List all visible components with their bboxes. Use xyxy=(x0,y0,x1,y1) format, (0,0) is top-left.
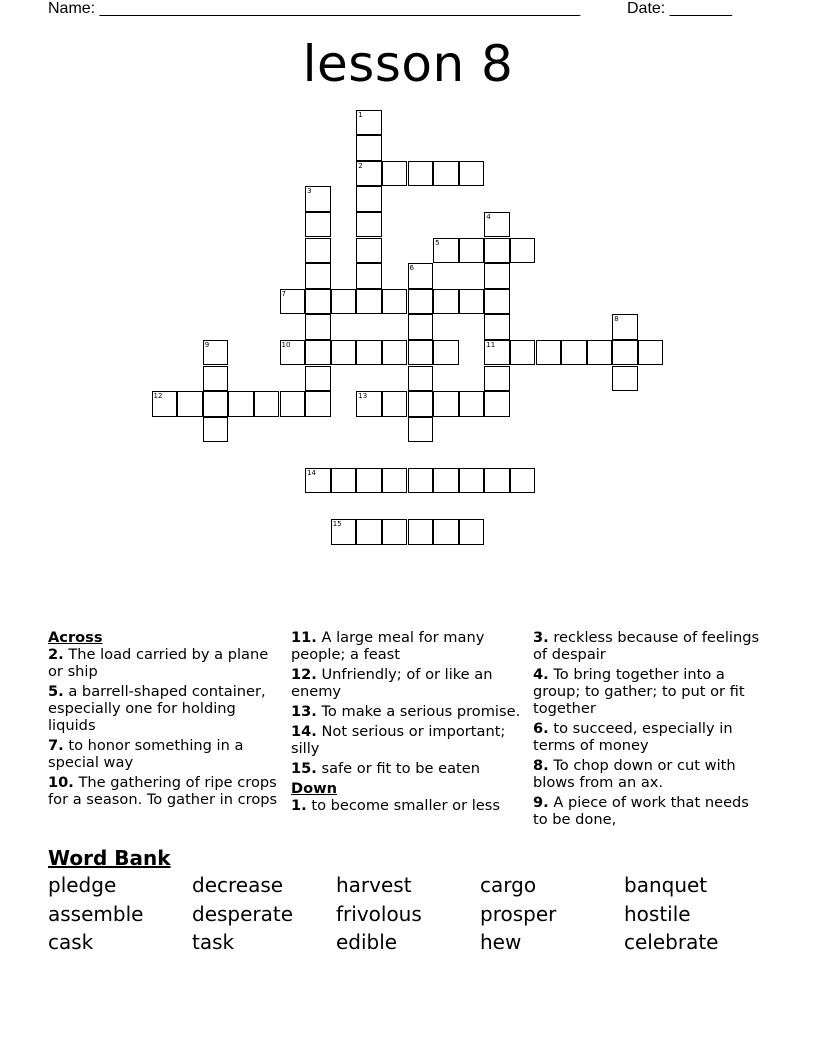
crossword-cell[interactable] xyxy=(612,314,638,340)
clue-text: To make a serious promise. xyxy=(321,703,521,720)
word-bank-word: banquet xyxy=(624,873,708,897)
clue-number-label: 3 xyxy=(307,187,312,196)
clue-number-label: 11 xyxy=(486,340,496,349)
crossword-cell[interactable] xyxy=(305,212,331,238)
crossword-cell[interactable] xyxy=(382,468,408,494)
crossword-cell[interactable] xyxy=(203,391,229,417)
word-bank-word: assemble xyxy=(48,902,144,926)
clue-down-1 xyxy=(291,797,523,814)
crossword-cell[interactable] xyxy=(408,314,434,340)
crossword-cell[interactable] xyxy=(408,340,434,366)
crossword-cell[interactable] xyxy=(459,468,485,494)
clue-text: A large meal for many people; a feast xyxy=(291,629,485,663)
crossword-cell[interactable] xyxy=(305,238,331,264)
clue-number: 1. xyxy=(291,797,307,814)
crossword-cell[interactable] xyxy=(228,391,254,417)
crossword-cell[interactable] xyxy=(459,161,485,187)
crossword-cell[interactable] xyxy=(638,340,664,366)
clue-text: a barrell-shaped container, especially one for holding liquids xyxy=(48,683,266,734)
crossword-cell[interactable] xyxy=(152,391,178,417)
crossword-cell[interactable] xyxy=(356,110,382,136)
crossword-cell[interactable] xyxy=(612,340,638,366)
crossword-cell[interactable] xyxy=(433,391,459,417)
crossword-cell[interactable] xyxy=(484,314,510,340)
clue-number-label: 7 xyxy=(281,289,286,298)
crossword-cell[interactable] xyxy=(536,340,562,366)
crossword-cell[interactable] xyxy=(587,340,613,366)
word-bank-title: Word Bank xyxy=(48,846,171,870)
clue-number: 14. xyxy=(291,723,317,740)
crossword-cell[interactable] xyxy=(331,519,357,545)
clue-number-label: 4 xyxy=(486,212,491,221)
clue-text: safe or fit to be eaten xyxy=(321,760,480,777)
clue-number: 15. xyxy=(291,760,317,777)
crossword-cell[interactable] xyxy=(484,366,510,392)
crossword-cell[interactable] xyxy=(484,212,510,238)
clue-number-label: 13 xyxy=(358,392,368,401)
word-bank-word: frivolous xyxy=(336,902,422,926)
crossword-cell[interactable] xyxy=(612,366,638,392)
word-bank-word: cask xyxy=(48,930,94,954)
crossword-cell[interactable] xyxy=(356,519,382,545)
word-bank-word: hew xyxy=(480,930,522,954)
clue-number-label: 12 xyxy=(153,392,163,401)
crossword-cell[interactable] xyxy=(433,519,459,545)
crossword-cell[interactable] xyxy=(433,238,459,264)
crossword-cell[interactable] xyxy=(382,391,408,417)
clue-across-10 xyxy=(48,774,280,808)
crossword-cell[interactable] xyxy=(408,289,434,315)
crossword-cell[interactable] xyxy=(305,289,331,315)
word-bank-word: harvest xyxy=(336,873,412,897)
crossword-cell[interactable] xyxy=(356,135,382,161)
crossword-cell[interactable] xyxy=(382,519,408,545)
clue-number-label: 6 xyxy=(409,264,414,273)
crossword-cell[interactable] xyxy=(305,314,331,340)
crossword-cell[interactable] xyxy=(305,391,331,417)
word-bank-word: task xyxy=(192,930,235,954)
crossword-cell[interactable] xyxy=(408,263,434,289)
clue-number: 11. xyxy=(291,629,317,646)
crossword-cell[interactable] xyxy=(484,263,510,289)
crossword-cell[interactable] xyxy=(305,263,331,289)
crossword-cell[interactable] xyxy=(331,289,357,315)
clue-number-label: 2 xyxy=(358,161,363,170)
clue-text: A piece of work that needs to be done, xyxy=(533,794,749,828)
crossword-cell[interactable] xyxy=(203,340,229,366)
crossword-cell[interactable] xyxy=(356,391,382,417)
word-bank-word: hostile xyxy=(624,902,691,926)
crossword-cell[interactable] xyxy=(280,289,306,315)
crossword-cell[interactable] xyxy=(331,468,357,494)
crossword-cell[interactable] xyxy=(459,289,485,315)
clue-across-12 xyxy=(291,666,523,700)
word-bank-word: pledge xyxy=(48,873,117,897)
crossword-cell[interactable] xyxy=(510,238,536,264)
word-bank-word: desperate xyxy=(192,902,294,926)
crossword-cell[interactable] xyxy=(433,340,459,366)
clue-number: 9. xyxy=(533,794,549,811)
clue-text: Not serious or important; silly xyxy=(291,723,506,757)
crossword-cell[interactable] xyxy=(356,289,382,315)
clue-number: 2. xyxy=(48,646,64,663)
crossword-cell[interactable] xyxy=(433,161,459,187)
clue-number: 3. xyxy=(533,629,549,646)
clue-number-label: 9 xyxy=(204,340,210,349)
clue-across-14 xyxy=(291,723,523,757)
clue-across-7 xyxy=(48,737,280,771)
crossword-cell[interactable] xyxy=(356,238,382,264)
clue-text: To bring together into a group; to gather; to put or fit together xyxy=(533,666,745,717)
clue-number: 12. xyxy=(291,666,317,683)
crossword-cell[interactable] xyxy=(382,289,408,315)
crossword-cell[interactable] xyxy=(305,468,331,494)
word-bank-word: celebrate xyxy=(624,930,719,954)
date-field-label: Date: _______ xyxy=(627,0,732,17)
crossword-cell[interactable] xyxy=(305,366,331,392)
crossword-cell[interactable] xyxy=(484,468,510,494)
crossword-cell[interactable] xyxy=(356,263,382,289)
crossword-cell[interactable] xyxy=(280,391,306,417)
word-bank-word: edible xyxy=(336,930,398,954)
clue-column-1 xyxy=(48,629,280,811)
clue-text: to honor something in a special way xyxy=(48,737,244,771)
word-bank-word: decrease xyxy=(192,873,284,897)
crossword-cell[interactable] xyxy=(254,391,280,417)
crossword-cell[interactable] xyxy=(408,391,434,417)
clue-number-label: 15 xyxy=(332,520,342,529)
clue-across-11 xyxy=(291,629,523,663)
clue-column-2 xyxy=(291,629,523,817)
crossword-cell[interactable] xyxy=(203,366,229,392)
word-bank-word: prosper xyxy=(480,902,557,926)
crossword-cell[interactable] xyxy=(408,519,434,545)
crossword-cell[interactable] xyxy=(382,340,408,366)
clue-down-9 xyxy=(533,794,765,828)
page-title: lesson 8 xyxy=(302,35,514,93)
clue-across-13 xyxy=(291,703,523,720)
crossword-cell[interactable] xyxy=(484,238,510,264)
crossword-cell[interactable] xyxy=(561,340,587,366)
crossword-cell[interactable] xyxy=(356,340,382,366)
clue-down-3 xyxy=(533,629,765,663)
clue-across-2 xyxy=(48,646,280,680)
clue-across-5 xyxy=(48,683,280,734)
clue-down-4 xyxy=(533,666,765,717)
crossword-cell[interactable] xyxy=(408,366,434,392)
crossword-cell[interactable] xyxy=(510,340,536,366)
name-field-label: Name: ______________________________________________________ xyxy=(48,0,581,17)
clue-number: 7. xyxy=(48,737,64,754)
clue-number-label: 14 xyxy=(307,468,317,477)
crossword-cell[interactable] xyxy=(459,391,485,417)
crossword-cell[interactable] xyxy=(484,289,510,315)
clue-down-6 xyxy=(533,720,765,754)
crossword-cell[interactable] xyxy=(484,340,510,366)
clue-number: 4. xyxy=(533,666,549,683)
crossword-cell[interactable] xyxy=(459,519,485,545)
crossword-cell[interactable] xyxy=(408,417,434,443)
crossword-cell[interactable] xyxy=(356,212,382,238)
clue-text: to succeed, especially in terms of money xyxy=(533,720,733,754)
clue-text: The gathering of ripe crops for a season. To gather in crops xyxy=(48,774,278,808)
clue-number: 5. xyxy=(48,683,64,700)
crossword-cell[interactable] xyxy=(305,186,331,212)
crossword-cell[interactable] xyxy=(331,340,357,366)
crossword-cell[interactable] xyxy=(356,161,382,187)
clue-number-label: 1 xyxy=(358,110,363,119)
across-heading: Across xyxy=(48,629,103,646)
crossword-cell[interactable] xyxy=(433,289,459,315)
crossword-cell[interactable] xyxy=(484,391,510,417)
crossword-cell[interactable] xyxy=(459,238,485,264)
clue-number: 8. xyxy=(533,757,549,774)
clue-down-8 xyxy=(533,757,765,791)
clue-text: To chop down or cut with blows from an ax. xyxy=(533,757,736,791)
clue-across-15 xyxy=(291,760,523,777)
crossword-cell[interactable] xyxy=(510,468,536,494)
crossword-cell[interactable] xyxy=(382,161,408,187)
word-bank-word: cargo xyxy=(480,873,537,897)
crossword-cell[interactable] xyxy=(177,391,203,417)
crossword-cell[interactable] xyxy=(408,161,434,187)
clue-number-label: 10 xyxy=(281,340,291,349)
crossword-cell[interactable] xyxy=(305,340,331,366)
clue-column-3 xyxy=(533,629,765,831)
down-heading: Down xyxy=(291,780,338,797)
clue-number-label: 8 xyxy=(614,315,619,324)
clue-text: Unfriendly; of or like an enemy xyxy=(291,666,493,700)
clue-number: 13. xyxy=(291,703,317,720)
crossword-cell[interactable] xyxy=(433,468,459,494)
crossword-cell[interactable] xyxy=(280,340,306,366)
crossword-cell[interactable] xyxy=(408,468,434,494)
clue-number: 10. xyxy=(48,774,74,791)
crossword-cell[interactable] xyxy=(356,186,382,212)
crossword-cell[interactable] xyxy=(356,468,382,494)
crossword-cell[interactable] xyxy=(203,417,229,443)
clue-number-label: 5 xyxy=(435,238,440,247)
clue-text: to become smaller or less xyxy=(311,797,500,814)
clue-text: The load carried by a plane or ship xyxy=(48,646,269,680)
clue-number: 6. xyxy=(533,720,549,737)
clue-text: reckless because of feelings of despair xyxy=(533,629,760,663)
